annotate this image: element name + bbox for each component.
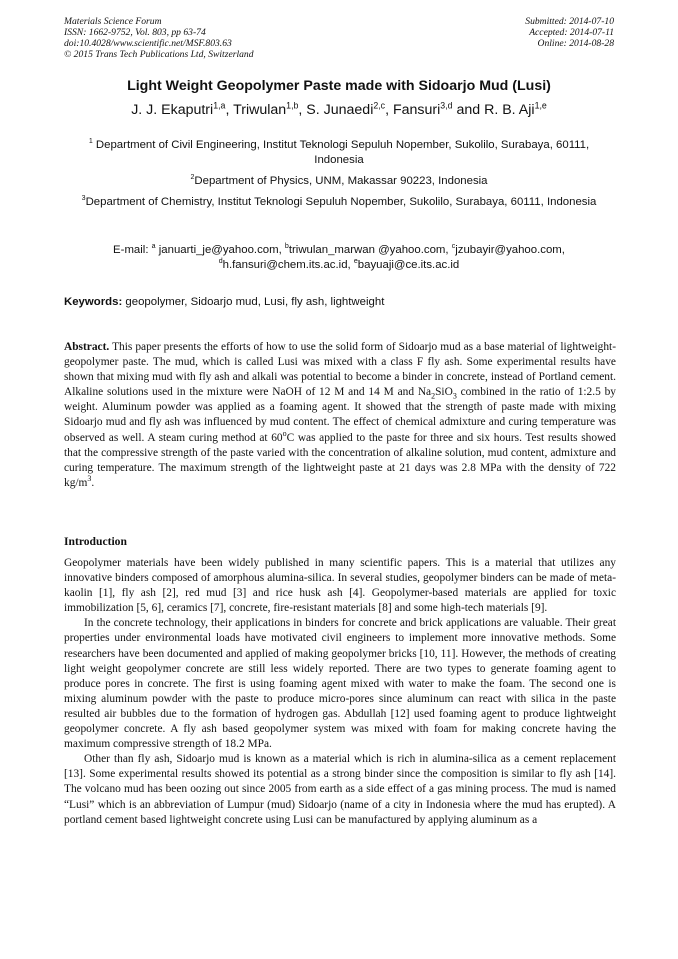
author: Fansuri$^{3,d}$ and bbox=[392, 100, 485, 118]
journal-copyright: © 2015 Trans Tech Publications Ltd, Switzerland bbox=[64, 49, 254, 60]
dates-info bbox=[525, 16, 614, 49]
author: Triwulan$^{1,b}$, bbox=[233, 100, 307, 118]
section-heading: Introduction bbox=[64, 535, 127, 548]
journal-issn: ISSN: 1662-9752, Vol. 803, pp 63-74 bbox=[64, 27, 206, 38]
author: J. J. Ekaputri$^{1,a}$, bbox=[131, 100, 234, 118]
keywords-label: Keywords: bbox=[64, 296, 123, 308]
affiliation-1: $^1$ Department of Civil Engineering, Institut Teknologi Sepuluh Nopember, Sukolilo, Surabaya, 60111, Indonesia bbox=[88, 138, 590, 166]
submitted-date: Submitted: 2014-07-10 bbox=[525, 16, 614, 27]
author-list bbox=[40, 102, 638, 118]
introduction-body bbox=[64, 556, 616, 828]
paper-title: Light Weight Geopolymer Paste made with Sidoarjo Mud (Lusi) bbox=[127, 78, 551, 94]
keywords-text: geopolymer, Sidoarjo mud, Lusi, fly ash, lightweight bbox=[122, 296, 385, 308]
accepted-date: Accepted: 2014-07-11 bbox=[529, 27, 614, 38]
affiliation-2: $^2$Department of Physics, UNM, Makassar 90223, Indonesia bbox=[190, 174, 488, 187]
paragraph: Other than fly ash, Sidoarjo mud is known as a material which is rich in alumina-silica as a cement replacement [13]. Some experimental results showed its potential as a strong binder since the composition is similar to fly ash [14]. The volcano mud has been oozing out since 2005 from earth as a side effect of a gas mining process. The mud is named “Lusi” which is an abbreviation of Lumpur (mud) Sidoarjo (name of a city in Indonesia where the mud has erupted). A portland cement based lightweight concrete using Lusi can be manufactured by applying aluminum as a bbox=[64, 753, 616, 826]
journal-info bbox=[64, 16, 254, 60]
journal-name: Materials Science Forum bbox=[64, 16, 162, 27]
journal-doi: doi:10.4028/www.scientific.net/MSF.803.63 bbox=[64, 38, 232, 49]
online-date: Online: 2014-08-28 bbox=[537, 38, 614, 49]
author: R. B. Aji$^{1,e}$ bbox=[484, 100, 547, 118]
paragraph: In the concrete technology, their applications in binders for concrete and brick applications are valuable. Their great properties under environmental loads have motivated civil engineers to implement more innovative methods. Some researchers have been documented and applied of making geopolymer bricks [10, 11]. However, the methods of creating light weight geopolymer concrete are still less widely reported. There are two types to generate foaming agent to produce pores in concrete. The first is using foaming agent mixed with water to make the foam. The second one is mixing aluminum powder with the paste to produce micro-pores since aluminum can react with silica in the paste resulted air bubbles due to the formation of hydrogen gas. Abdullah [12] used foaming agent to produce lightweight geopolymer concrete. A fly ash based geopolymer system was mixed with foam for making concrete having the maximum compressive strength of 18.2 MPa. bbox=[64, 617, 616, 751]
abstract-label: Abstract. bbox=[64, 341, 110, 353]
keywords bbox=[64, 296, 616, 308]
affiliation-3: $^3$Department of Chemistry, Institut Teknologi Sepuluh Nopember, Sukolilo, Surabaya, 60111, Indonesia bbox=[81, 195, 597, 208]
email-list: E-mail: $^a$ januarti_je@yahoo.com, $^b$triwulan_marwan @yahoo.com, $^c$jzubayir@yahoo.com, $^d$h.fansuri@chem.its.ac.id, $^e$bayuaji@ce.its.ac.id bbox=[113, 243, 565, 271]
author: S. Junaedi$^{2,c}$, bbox=[306, 100, 393, 118]
abstract: Abstract. This paper presents the efforts of how to use the solid form of Sidoarjo mud as a base material of lightweight-geopolymer paste. The mud, which is called Lusi was mixed with a class F fly ash. Some experimental results have shown that mixing mud with fly ash and alkali was potential to become a binder in concrete, instead of Portland cement. Alkaline solutions used in the mixture were NaOH of 12 M and 14 M and $Na_2SiO_3$ combined in the ratio of 1:2.5 by weight. Aluminum powder was applied as a foaming agent. It showed that the strength of paste made with mixing Sidoarjo mud and fly ash was influenced by mud content. The effect of chemical admixture and curing temperature was observed as well. A steam curing method at 60$^o$C was applied to the paste for three and six hours. Test results showed that the compressive strength of the paste varied with the concentration of alkaline solution, mud content, admixture and curing temperature. The maximum strength of the lightweight paste at 21 days was 2.8 MPa with the density of 722 $kg/m^3$. bbox=[64, 341, 616, 489]
paragraph: Geopolymer materials have been widely published in many scientific papers. This is a material that utilizes any innovative binders composed of amorphous alumina-silica. In several studies, geopolymer binders can be made of meta-kaolin [1], fly ash [2], red mud [3] and rice husk ash [4]. Geopolymer-based materials are applied for toxic immobilization [5, 6], ceramics [7], concrete, fire-resistant materials [8] and some high-tech materials [9]. bbox=[64, 557, 616, 615]
